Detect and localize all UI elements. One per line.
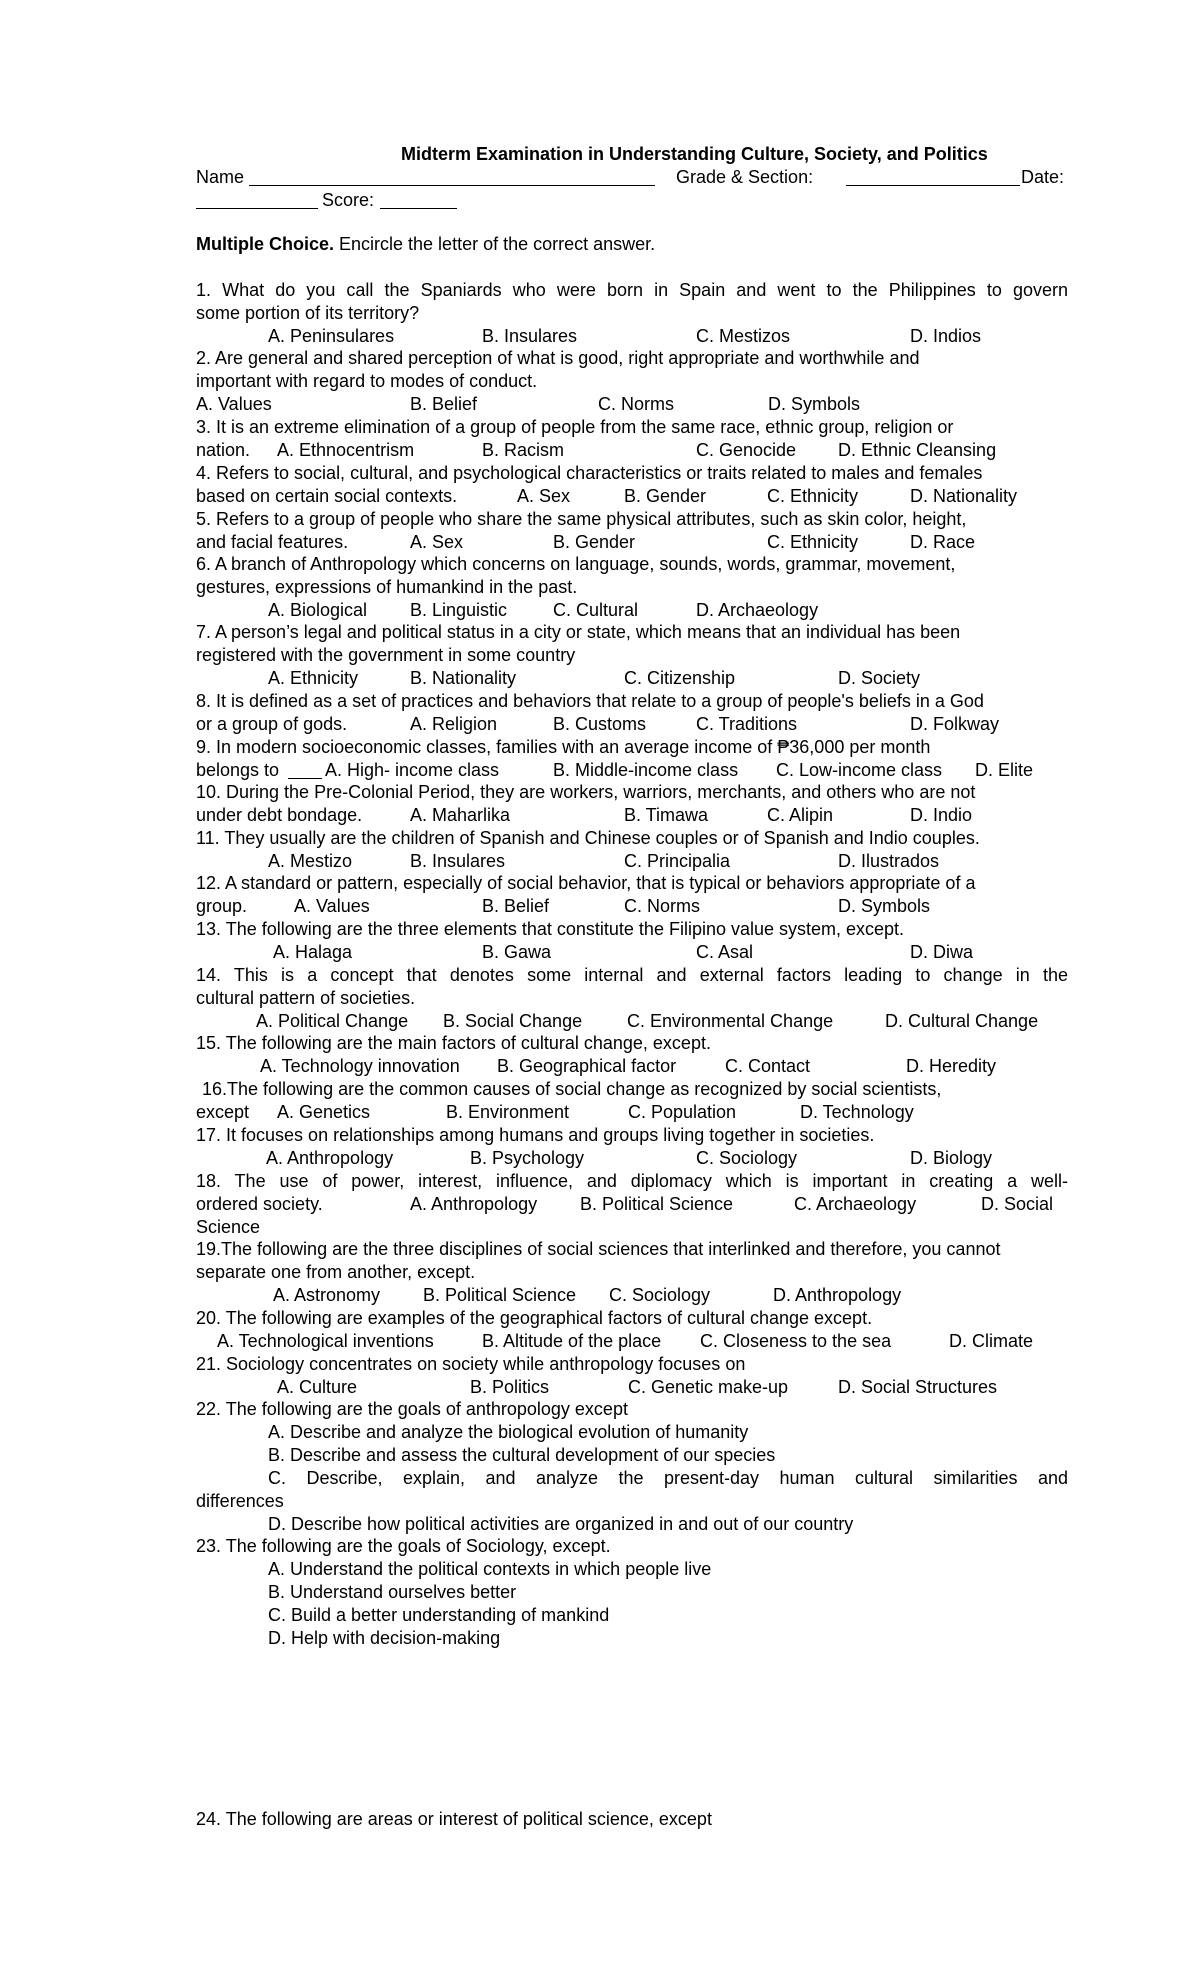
q9-option-d: D. Elite [975,760,1034,780]
q1-stem-cont: some portion of its territory? [196,303,420,323]
q5-option-a: A. Sex [410,532,464,552]
q9-blank [288,762,322,779]
q1-option-d: D. Indios [910,326,982,346]
q22-option-d: D. Describe how political activities are organized in and out of our country [268,1514,854,1534]
q14-stem: 14. This is a concept that denotes some internal and external factors leading to change in the [196,965,1068,985]
q19-option-d: D. Anthropology [773,1285,902,1305]
q4-stem: 4. Refers to social, cultural, and psychological characteristics or traits related to males and females [196,463,983,483]
q19-option-c: C. Sociology [609,1285,711,1305]
q20-option-d: D. Climate [949,1331,1034,1351]
name-label: Name [196,167,245,187]
q7-option-b: B. Nationality [410,668,517,688]
date-label: Date: [1021,167,1065,187]
q22-stem: 22. The following are the goals of anthropology except [196,1399,628,1419]
grade-section-blank [846,169,1020,186]
q3-option-b: B. Racism [482,440,565,460]
q23-option-d: D. Help with decision-making [268,1628,501,1648]
q1-stem: 1. What do you call the Spaniards who were born in Spain and went to the Philippines to govern [196,280,1068,300]
q8-option-d: D. Folkway [910,714,1000,734]
q18-stem-end: Science [196,1217,261,1237]
q10-option-d: D. Indio [910,805,973,825]
q4-option-a: A. Sex [517,486,571,506]
q18-option-a: A. Anthropology [410,1194,538,1214]
q21-stem: 21. Sociology concentrates on society while anthropology focuses on [196,1354,746,1374]
q9-option-b: B. Middle-income class [553,760,739,780]
score-label: Score: [322,190,375,210]
q19-stem: 19.The following are the three disciplines of social sciences that interlinked and therefore, you cannot [196,1239,1001,1259]
q21-option-a: A. Culture [277,1377,358,1397]
q13-stem: 13. The following are the three elements that constitute the Filipino value system, except. [196,919,905,939]
q15-option-b: B. Geographical factor [497,1056,677,1076]
name-blank [249,169,655,186]
q18-stem-cont: ordered society. [196,1194,323,1214]
grade-section-label: Grade & Section: [676,167,814,187]
date-blank [196,192,318,209]
q3-stem-cont: nation. [196,440,251,460]
q6-option-c: C. Cultural [553,600,639,620]
q7-option-c: C. Citizenship [624,668,736,688]
q12-stem-cont: group. [196,896,248,916]
q10-stem-cont: under debt bondage. [196,805,363,825]
q11-option-b: B. Insulares [410,851,506,871]
q23-option-c: C. Build a better understanding of mankind [268,1605,610,1625]
q17-option-d: D. Biology [910,1148,993,1168]
q17-option-c: C. Sociology [696,1148,798,1168]
q11-option-d: D. Ilustrados [838,851,940,871]
q22-option-c-cont: differences [196,1491,284,1511]
q10-option-a: A. Maharlika [410,805,511,825]
q6-option-d: D. Archaeology [696,600,819,620]
q9-stem: 9. In modern socioeconomic classes, families with an average income of ₱36,000 per month [196,737,931,757]
q4-option-b: B. Gender [624,486,707,506]
q6-option-a: A. Biological [268,600,368,620]
q23-option-b: B. Understand ourselves better [268,1582,517,1602]
q14-option-c: C. Environmental Change [627,1011,834,1031]
q18-stem: 18. The use of power, interest, influence, and diplomacy which is important in creating a well- [196,1171,1068,1191]
q2-option-a: A. Values [196,394,272,414]
q2-option-c: C. Norms [598,394,674,414]
instructions: Multiple Choice. Encircle the letter of the correct answer. [196,234,656,254]
q14-option-a: A. Political Change [256,1011,409,1031]
q13-option-a: A. Halaga [273,942,353,962]
q19-option-a: A. Astronomy [273,1285,381,1305]
q7-option-a: A. Ethnicity [268,668,359,688]
q1-option-c: C. Mestizos [696,326,791,346]
q17-stem: 17. It focuses on relationships among humans and groups living together in societies. [196,1125,875,1145]
q13-option-c: C. Asal [696,942,754,962]
q3-option-c: C. Genocide [696,440,797,460]
q5-option-d: D. Race [910,532,976,552]
q5-option-b: B. Gender [553,532,636,552]
q15-option-c: C. Contact [725,1056,811,1076]
q11-option-c: C. Principalia [624,851,731,871]
q8-stem: 8. It is defined as a set of practices and behaviors that relate to a group of people's beliefs in a God [196,691,984,711]
q15-option-a: A. Technology innovation [260,1056,460,1076]
q14-stem-cont: cultural pattern of societies. [196,988,416,1008]
q4-stem-cont: based on certain social contexts. [196,486,458,506]
q20-option-b: B. Altitude of the place [482,1331,662,1351]
q13-option-d: D. Diwa [910,942,974,962]
q21-option-d: D. Social Structures [838,1377,998,1397]
q9-stem-cont: belongs to [196,760,280,780]
q16-option-a: A. Genetics [277,1102,371,1122]
q17-option-b: B. Psychology [470,1148,585,1168]
q20-option-c: C. Closeness to the sea [700,1331,892,1351]
q2-option-b: B. Belief [410,394,478,414]
q8-option-c: C. Traditions [696,714,798,734]
q10-option-c: C. Alipin [767,805,834,825]
q16-option-b: B. Environment [446,1102,570,1122]
q12-option-b: B. Belief [482,896,550,916]
q16-stem: 16.The following are the common causes of social change as recognized by social scientists, [202,1079,942,1099]
q1-option-a: A. Peninsulares [268,326,395,346]
q17-option-a: A. Anthropology [266,1148,394,1168]
q9-option-c: C. Low-income class [776,760,943,780]
q5-stem-cont: and facial features. [196,532,349,552]
q11-stem: 11. They usually are the children of Spanish and Chinese couples or of Spanish and Indio couples. [196,828,980,848]
q10-stem: 10. During the Pre-Colonial Period, they are workers, warriors, merchants, and others who are not [196,782,976,802]
q8-option-a: A. Religion [410,714,498,734]
q22-option-a: A. Describe and analyze the biological evolution of humanity [268,1422,749,1442]
q4-option-c: C. Ethnicity [767,486,859,506]
q16-stem-cont: except [196,1102,250,1122]
q16-option-d: D. Technology [800,1102,914,1122]
q18-option-b: B. Political Science [580,1194,734,1214]
q22-option-b: B. Describe and assess the cultural development of our species [268,1445,776,1465]
q22-option-c: C. Describe, explain, and analyze the present-day human cultural similarities and [268,1468,1068,1488]
q7-stem: 7. A person’s legal and political status in a city or state, which means that an individual has been [196,622,961,642]
q12-option-a: A. Values [294,896,370,916]
q23-stem: 23. The following are the goals of Sociology, except. [196,1536,611,1556]
q20-option-a: A. Technological inventions [217,1331,434,1351]
q9-option-a: A. High- income class [325,760,500,780]
q21-option-c: C. Genetic make-up [628,1377,789,1397]
q15-stem: 15. The following are the main factors of cultural change, except. [196,1033,711,1053]
q24-stem: 24. The following are areas or interest of political science, except [196,1809,712,1829]
q3-option-a: A. Ethnocentrism [277,440,415,460]
q18-option-c: C. Archaeology [794,1194,917,1214]
q12-option-d: D. Symbols [838,896,931,916]
q14-option-d: D. Cultural Change [885,1011,1039,1031]
q20-stem: 20. The following are examples of the geographical factors of cultural change except. [196,1308,873,1328]
q3-stem: 3. It is an extreme elimination of a group of people from the same race, ethnic group, religion or [196,417,954,437]
q15-option-d: D. Heredity [906,1056,997,1076]
q14-option-b: B. Social Change [443,1011,583,1031]
q10-option-b: B. Timawa [624,805,709,825]
score-blank [380,192,457,209]
q1-option-b: B. Insulares [482,326,578,346]
q7-stem-cont: registered with the government in some country [196,645,576,665]
q12-stem: 12. A standard or pattern, especially of social behavior, that is typical or behaviors appropriate of a [196,873,976,893]
q6-option-b: B. Linguistic [410,600,508,620]
q12-option-c: C. Norms [624,896,700,916]
q6-stem-cont: gestures, expressions of humankind in the past. [196,577,578,597]
q8-stem-cont: or a group of gods. [196,714,348,734]
q13-option-b: B. Gawa [482,942,552,962]
q3-option-d: D. Ethnic Cleansing [838,440,997,460]
q2-stem: 2. Are general and shared perception of what is good, right appropriate and worthwhile and [196,348,920,368]
q6-stem: 6. A branch of Anthropology which concerns on language, sounds, words, grammar, movement, [196,554,956,574]
q4-option-d: D. Nationality [910,486,1018,506]
q2-option-d: D. Symbols [768,394,861,414]
q19-stem-cont: separate one from another, except. [196,1262,476,1282]
q21-option-b: B. Politics [470,1377,550,1397]
q7-option-d: D. Society [838,668,921,688]
q16-option-c: C. Population [628,1102,737,1122]
q18-option-d: D. Social [981,1194,1054,1214]
q5-option-c: C. Ethnicity [767,532,859,552]
q23-option-a: A. Understand the political contexts in which people live [268,1559,712,1579]
q5-stem: 5. Refers to a group of people who share the same physical attributes, such as skin color, height, [196,509,967,529]
q2-stem-cont: important with regard to modes of conduct. [196,371,538,391]
q11-option-a: A. Mestizo [268,851,353,871]
exam-title: Midterm Examination in Understanding Culture, Society, and Politics [401,144,988,164]
q19-option-b: B. Political Science [423,1285,577,1305]
q8-option-b: B. Customs [553,714,647,734]
